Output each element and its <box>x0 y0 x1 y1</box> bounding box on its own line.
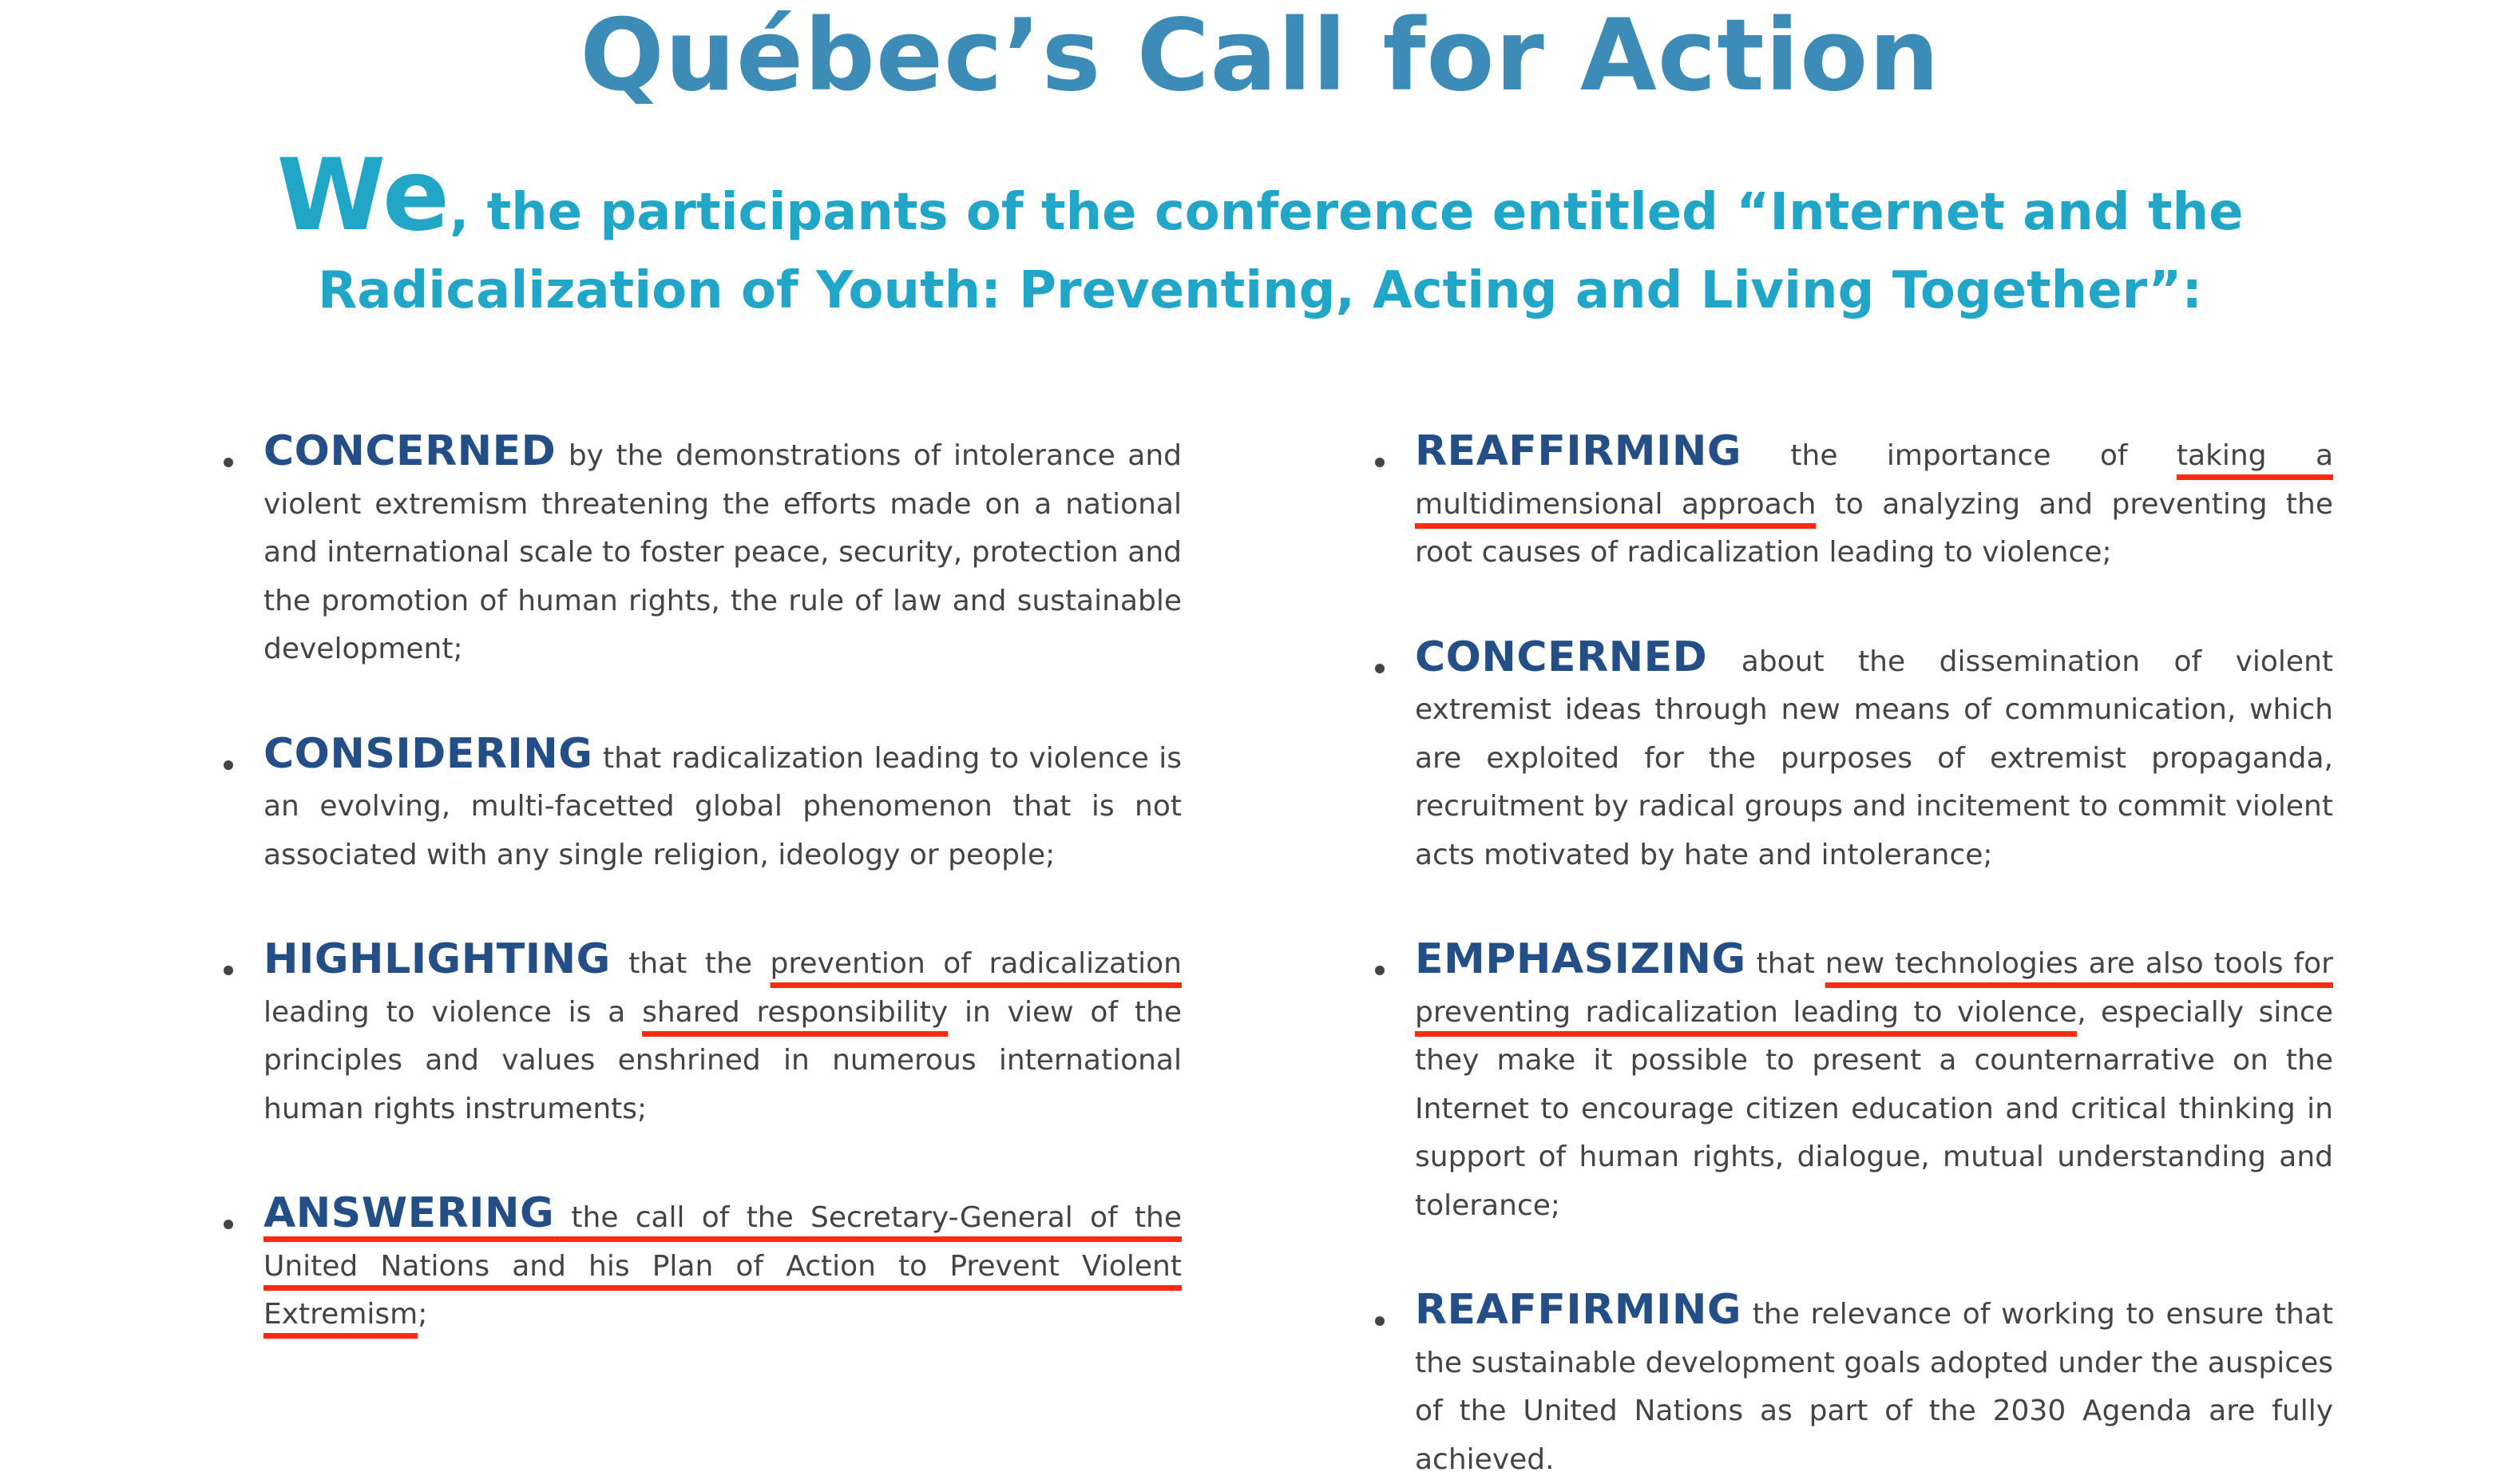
keyword: CONCERNED <box>263 427 557 475</box>
item-text: , especially since they make it possible to present a counternarrative on the Internet to encourage citizen education and critical thinking in support of human rights, dialogue, mutual understanding and tolerance; <box>1415 995 2333 1222</box>
list-item-concerned-2 <box>1367 633 2333 880</box>
underlined-phrase: prevention of radicalization <box>770 947 1182 980</box>
underlined-phrase: new technologies are also tools for preventing radicalization leading to violence <box>1415 947 2333 1029</box>
underlined-phrase: taking a multidimensional approach <box>1415 439 2334 521</box>
keyword: EMPHASIZING <box>1415 935 1746 983</box>
left-column-list <box>216 427 1182 1339</box>
list-item-highlighting <box>216 935 1182 1133</box>
item-text: in view of the principles and values enshrined in numerous international human rights instruments; <box>263 995 1182 1125</box>
item-text: that the <box>610 947 771 980</box>
list-item-considering <box>216 730 1182 880</box>
list-item-reaffirming <box>1367 427 2333 577</box>
keyword: CONCERNED <box>1415 633 1708 681</box>
item-text: that <box>1745 947 1825 980</box>
list-item-concerned <box>216 427 1182 674</box>
item-text: the call of the Secretary-General of the United Nations and his Plan of Action to Prevent Violent Extremism <box>263 1201 1182 1331</box>
item-text: about the dissemination of violent extremist ideas through new means of communication, which are exploited for the purposes of extremist propaganda, recruitment by radical groups and incitement to commit violent acts motivated by hate and intolerance; <box>1415 645 2333 871</box>
item-text: by the demonstrations of intolerance and violent extremism threatening the efforts made on a national and international scale to foster peace, security, protection and the promotion of human rights, the rule of law and sustainable development; <box>263 439 1182 665</box>
page-title: Québec’s Call for Action <box>580 0 1940 113</box>
item-text: to analyzing and preventing the root causes of radicalization leading to violence; <box>1415 487 2334 569</box>
keyword: CONSIDERING <box>263 729 593 778</box>
item-text: ; <box>418 1298 428 1331</box>
item-text: leading to violence is a <box>263 995 643 1029</box>
keyword: ANSWERING <box>263 1189 555 1237</box>
underlined-phrase <box>263 1189 1182 1331</box>
underlined-phrase: shared responsibility <box>642 995 949 1029</box>
keyword: REAFFIRMING <box>1415 427 1742 475</box>
preamble <box>192 138 2328 330</box>
item-text: the importance of <box>1741 439 2177 472</box>
preamble-we: We <box>276 138 450 253</box>
preamble-text: , the participants of the conference entitled “Internet and the Radicalization of Youth: Preventing, Acting and Living Together”: <box>317 183 2244 320</box>
list-item-reaffirming-2 <box>1367 1286 2333 1484</box>
list-item-answering <box>216 1189 1182 1339</box>
keyword: HIGHLIGHTING <box>263 935 611 983</box>
item-text: the relevance of working to ensure that the sustainable development goals adopted under the auspices of the United Nations as part of the 2030 Agenda are fully achieved. <box>1415 1298 2333 1476</box>
item-text: that radicalization leading to violence is an evolving, multi-facetted global phenomenon that is not associated with any single religion, ideology or people; <box>263 741 1182 871</box>
list-item-emphasizing <box>1367 935 2333 1230</box>
keyword: REAFFIRMING <box>1415 1286 1742 1334</box>
right-column-list <box>1367 427 2333 1484</box>
